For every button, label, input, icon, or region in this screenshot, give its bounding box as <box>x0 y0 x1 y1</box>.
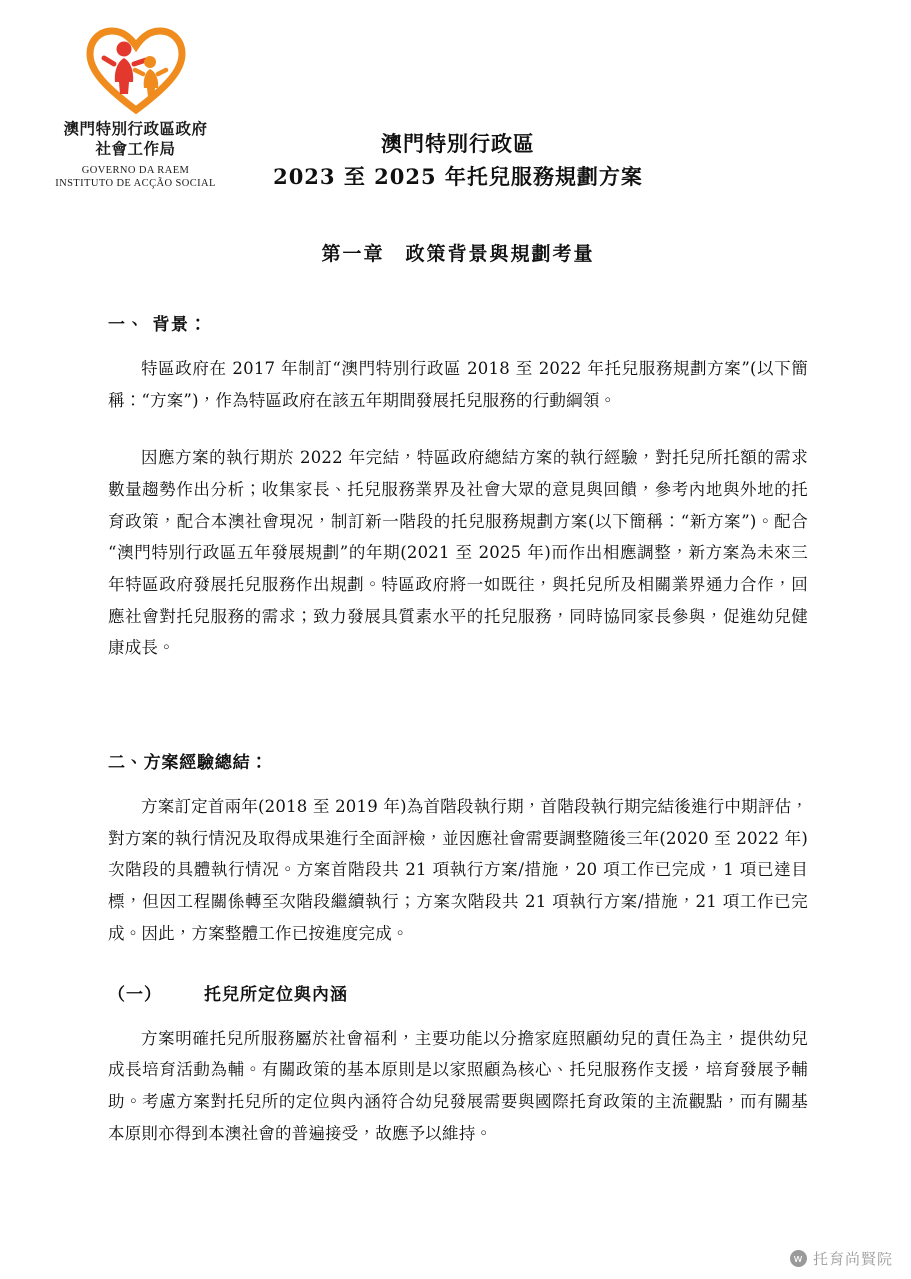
weibo-icon: w <box>790 1250 807 1267</box>
chapter-title: 第一章 政策背景與規劃考量 <box>321 243 595 266</box>
paragraph: 特區政府在 2017 年制訂“澳門特別行政區 2018 至 2022 年托兒服務規劃方案”(以下簡稱：“方案”)，作為特區政府在該五年期間發展托兒服務的行動綱領。 <box>108 359 808 410</box>
document-title-line2: 2023 至 2025 年托兒服務規劃方案 <box>273 163 643 189</box>
paragraph: 因應方案的執行期於 2022 年完結，特區政府總結方案的執行經驗，對托兒所托額的需求數量趨勢作出分析；收集家長、托兒服務業界及社會大眾的意見與回饋，參考內地與外地的托育政策，配合本澳社會現况，制訂新一階段的托兒服務規劃方案(以下簡稱：“新方案”)。配合“澳門特別行政區五年發展規劃”的年期(2021 至 2025 年)而作出相應調整，新方案為未來三年特區政府發展托兒服務作出規劃。特區政府將一如既往，與托兒所及相關業界通力合作，回應社會對托兒服務的需求；致力發展具質素水平的托兒服務，同時協同家長參與，促進幼兒健康成長。 <box>108 448 808 658</box>
watermark-text: 托育尚賢院 <box>812 1250 893 1268</box>
document-title <box>108 128 808 193</box>
document-body <box>108 128 808 1149</box>
watermark <box>790 1248 893 1269</box>
organization-name-cn-line1: 澳門特別行政區政府 <box>63 120 208 138</box>
section-spacer <box>108 664 808 704</box>
section-heading-background: 一、 背景： <box>108 315 208 336</box>
subsection-label: （一） <box>108 984 162 1005</box>
organization-name-cn-line2: 社會工作局 <box>95 139 176 158</box>
heart-family-logo-icon <box>76 22 196 114</box>
document-title-line1: 澳門特別行政區 <box>381 131 535 156</box>
section-heading-summary: 二、方案經驗總結： <box>108 753 269 774</box>
subsection-heading-positioning <box>108 980 808 1005</box>
subsection-title: 托兒所定位與內涵 <box>204 984 348 1005</box>
organization-name-pt-line1: GOVERNO DA RAEM <box>81 164 190 176</box>
organization-name-pt-line2: INSTITUTO DE ACÇÃO SOCIAL <box>55 178 216 190</box>
paragraph: 方案明確托兒所服務屬於社會福利，主要功能以分擔家庭照顧幼兒的責任為主，提供幼兒成長培育活動為輔。有關政策的基本原則是以家照顧為核心、托兒服務作支援，培育發展予輔助。考慮方案對托兒所的定位與內涵符合幼兒發展需要與國際托育政策的主流觀點，而有關基本原則亦得到本澳社會的普遍接受，故應予以維持。 <box>108 1028 808 1143</box>
paragraph: 方案訂定首兩年(2018 至 2019 年)為首階段執行期，首階段執行期完結後進行中期評估，對方案的執行情況及取得成果進行全面評檢，並因應社會需要調整隨後三年(2020 至 2022 年)次階段的具體執行情况。方案首階段共 21 項執行方案/措施，20 項工作已完成，1 項已達目標，但因工程關係轉至次階段繼續執行；方案次階段共 21 項執行方案/措施，21 項工作已完成。因此，方案整體工作已按進度完成。 <box>108 797 808 943</box>
